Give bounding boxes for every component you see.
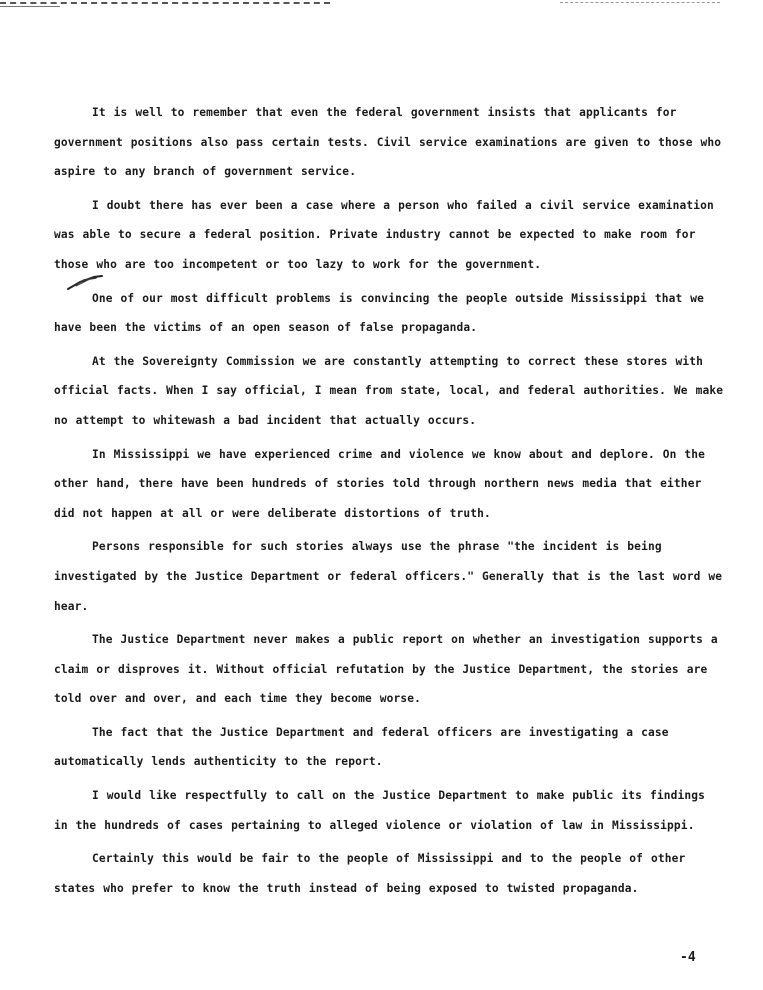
paragraph-government-tests: It is well to remember that even the federal government insists that applicants for government positions also pass certain tests. Civil service examinations are given to those who aspire to any branch of government service. [54,106,722,179]
page-number: -4 [680,950,696,965]
paragraph-incident-investigated: Persons responsible for such stories always use the phrase "the incident is being investigated by the Justice Department or federal officers." Generally that is the last word we hear. [54,540,723,613]
paragraph-civil-service: I doubt there has ever been a case where a person who failed a civil service examination was able to secure a federal position. Private industry cannot be expected to make room for those who are too incompetent or too lazy to work for the government. [54,198,714,271]
paragraph-fair-to-people: Certainly this would be fair to the people of Mississippi and to the people of other states who prefer to know the truth instead of being exposed to twisted propaganda. [54,852,686,895]
document-body [54,98,726,903]
scan-dash-right [560,2,720,3]
paragraph-call-on-justice: I would like respectfully to call on the Justice Department to make public its findings in the hundreds of cases pertaining to alleged violence or violation of law in Mississippi. [54,789,706,832]
paragraph-lends-authenticity: The fact that the Justice Department and federal officers are investigating a case automatically lends authenticity to the report. [54,725,669,769]
paragraph-false-propaganda: One of our most difficult problems is convincing the people outside Mississippi that we have been the victims of an open season of false propaganda. [54,291,705,335]
paragraph-crime-and-violence: In Mississippi we have experienced crime and violence we know about and deplore. On the other hand, there have been hundreds of stories told through northern news media that either did not happen at all or were deliberate distortions of truth. [54,447,706,520]
scan-dash-left [0,2,330,4]
scan-rule-left [0,6,60,7]
paragraph-sovereignty-commission: At the Sovereignty Commission we are constantly attempting to correct these stores with official facts. When I say official, I mean from state, local, and federal authorities. We make no attempt to whitewash a bad incident that actually occurs. [54,354,724,427]
paragraph-no-public-report: The Justice Department never makes a public report on whether an investigation supports a claim or disproves it. Without official refutation by the Justice Department, the stories are told over and over, and each time they become worse. [54,633,718,706]
scan-edge-marks [0,0,763,8]
